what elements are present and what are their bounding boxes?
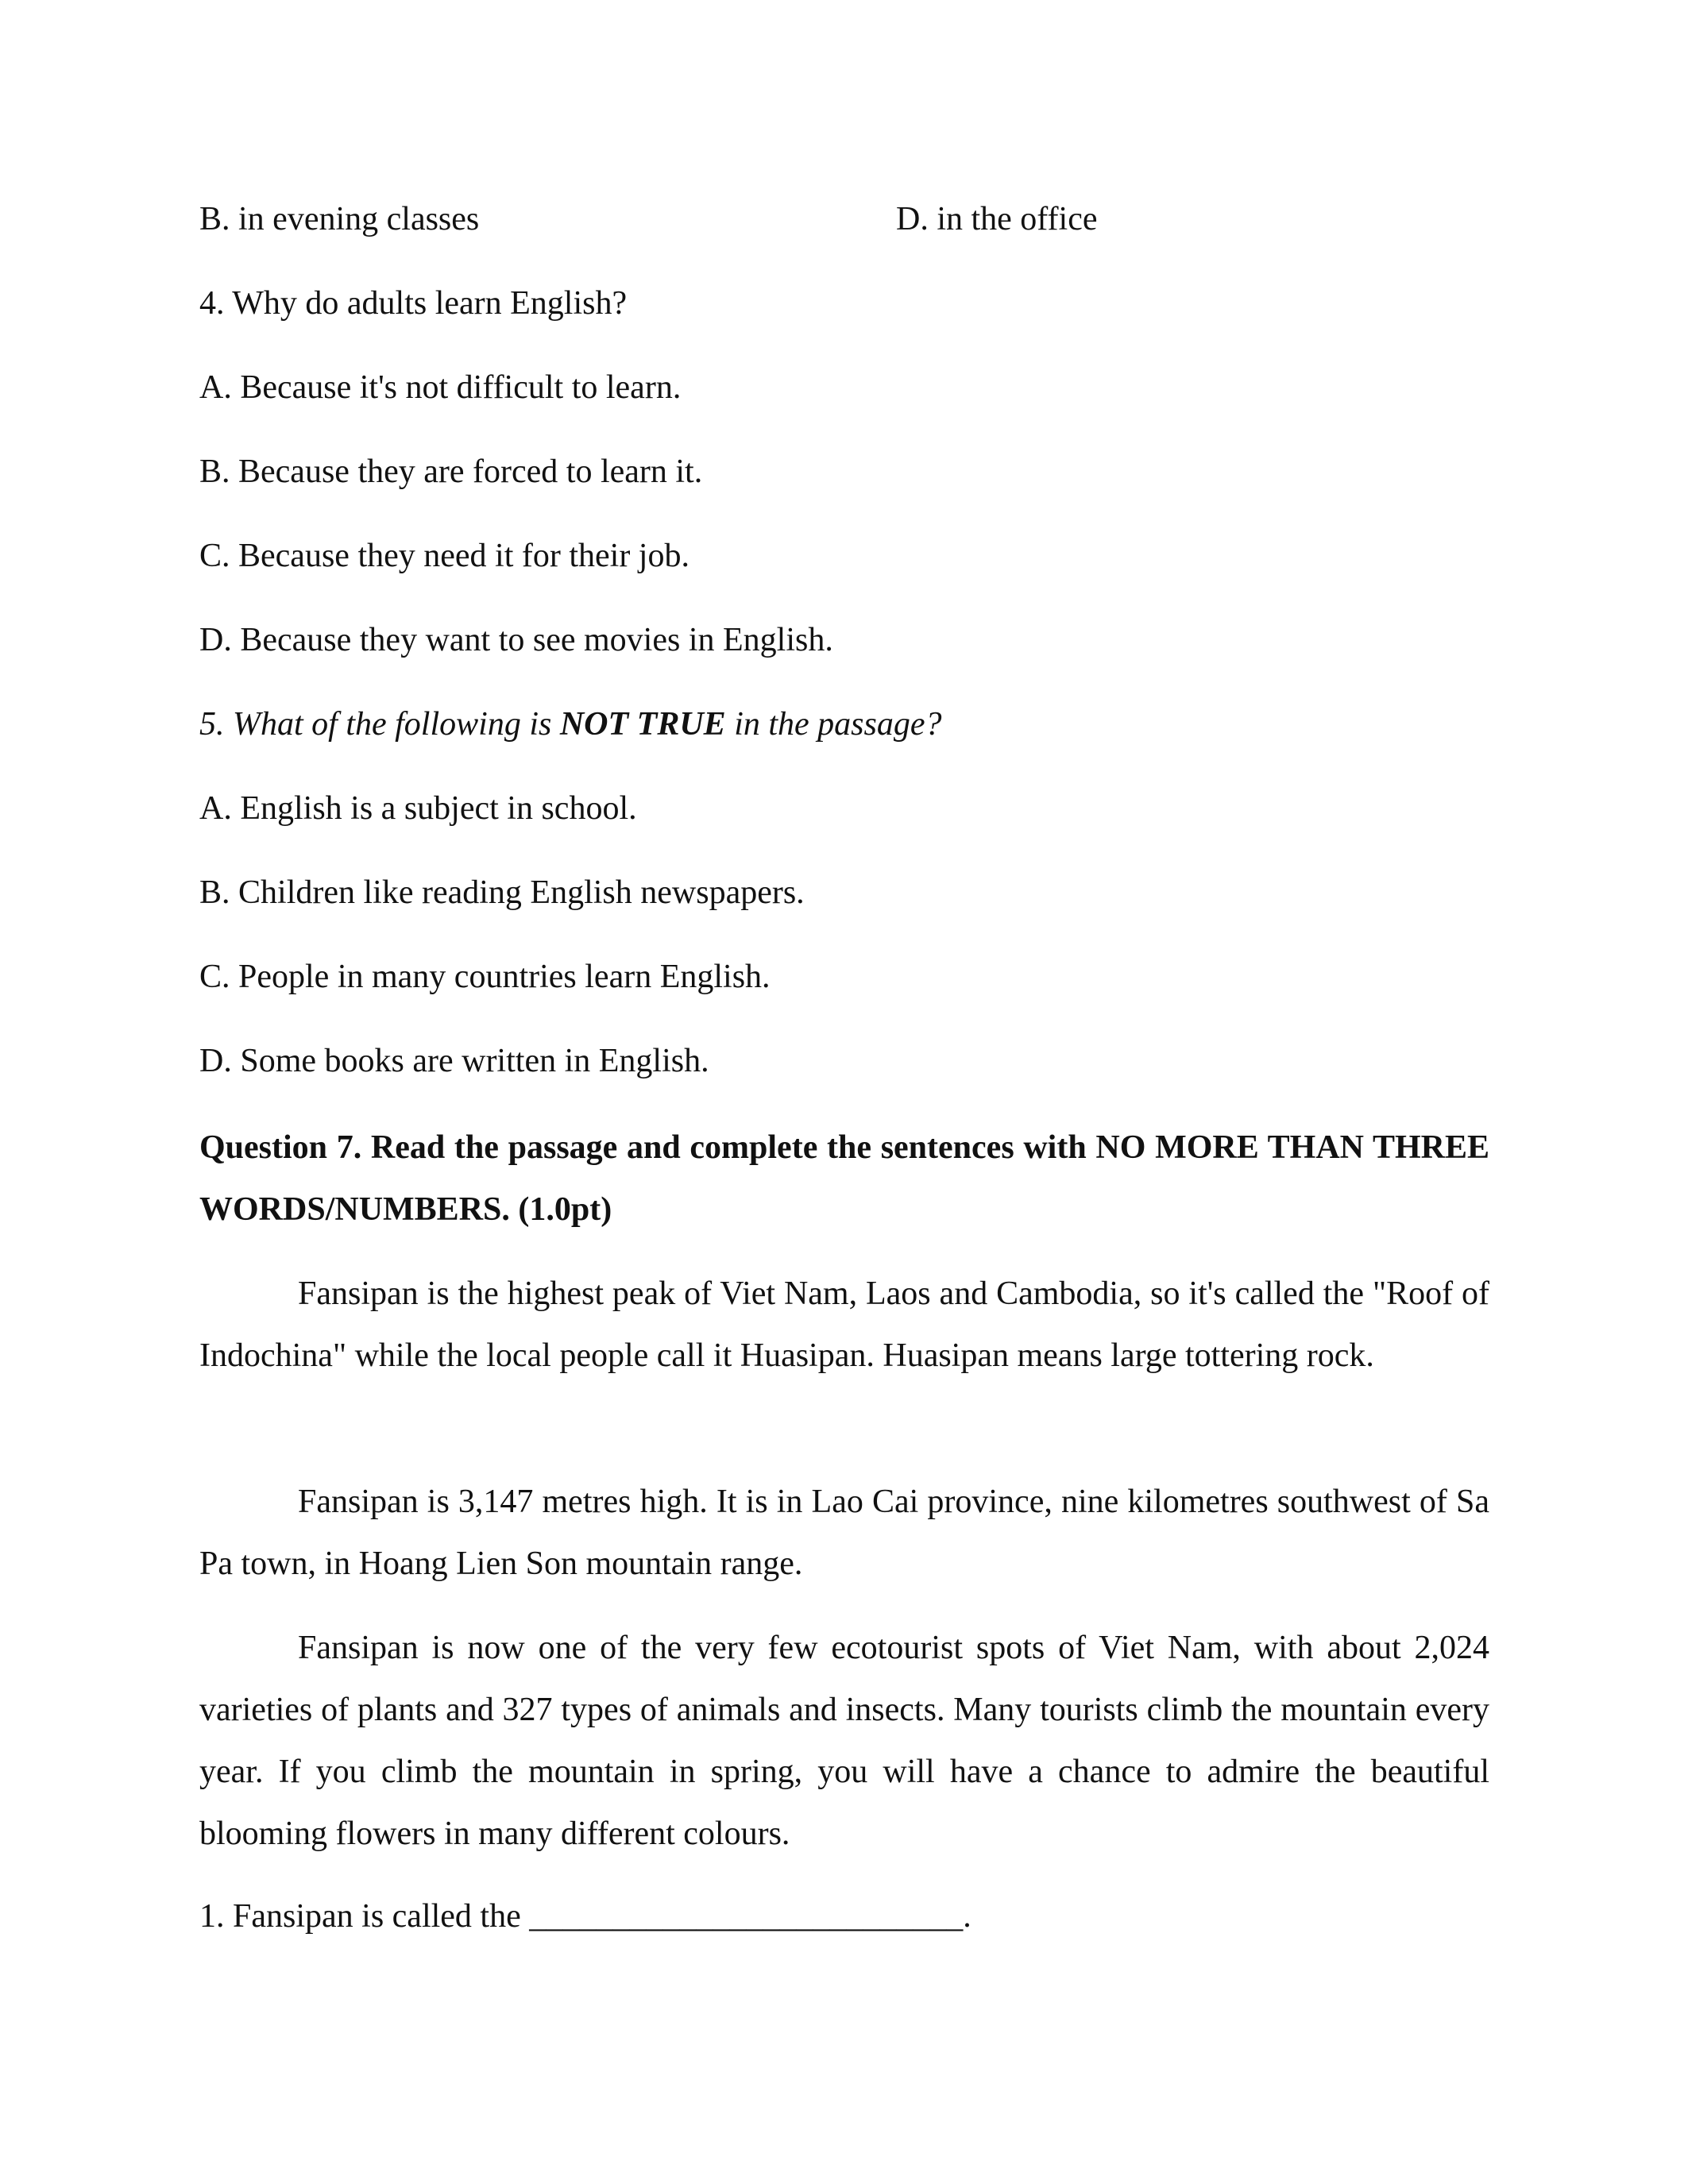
q5-question-emphasis: NOT TRUE [559, 706, 726, 743]
passage-paragraph-1: Fansipan is the highest peak of Viet Nam, Laos and Cambodia, so it's called the "Roof of Indochina" while the local people call it Huasipan. Huasipan means large tottering rock. [199, 1275, 1489, 1374]
q5-option-c: C. People in many countries learn English. [199, 959, 771, 995]
q4-question: 4. Why do adults learn English? [199, 285, 628, 322]
q5-option-d: D. Some books are written in English. [199, 1043, 709, 1079]
q4-option-b: B. Because they are forced to learn it. [199, 453, 703, 490]
passage-paragraph-3: Fansipan is now one of the very few ecotourist spots of Viet Nam, with about 2,024 varieties of plants and 327 types of animals and insects. Many tourists climb the mountain every year. If you climb the mountain in spring, you will have a chance to admire the beautiful blooming flowers in many different colours. [199, 1630, 1489, 1852]
q5-option-b: B. Children like reading English newspapers. [199, 874, 805, 911]
q5-option-a: A. English is a subject in school. [199, 790, 637, 827]
q5-question-suffix: in the passage? [725, 706, 942, 743]
question7-heading: Question 7. Read the passage and complete the sentences with NO MORE THAN THREE WORDS/NUMBERS. (1.0pt) [199, 1129, 1489, 1228]
passage-paragraph-2: Fansipan is 3,147 metres high. It is in Lao Cai province, nine kilometres southwest of Sa Pa town, in Hoang Lien Son mountain range. [199, 1484, 1489, 1582]
q3-option-b: B. in evening classes [199, 201, 480, 237]
q3-option-d: D. in the office [896, 201, 1098, 237]
q4-option-a: A. Because it's not difficult to learn. [199, 369, 682, 406]
q4-option-d: D. Because they want to see movies in English. [199, 622, 833, 658]
q4-option-c: C. Because they need it for their job. [199, 538, 689, 574]
q5-question-prefix: 5. What of the following is [199, 706, 560, 743]
q5-question [199, 704, 942, 745]
q7-item-1: 1. Fansipan is called the __________________________. [199, 1898, 971, 1935]
